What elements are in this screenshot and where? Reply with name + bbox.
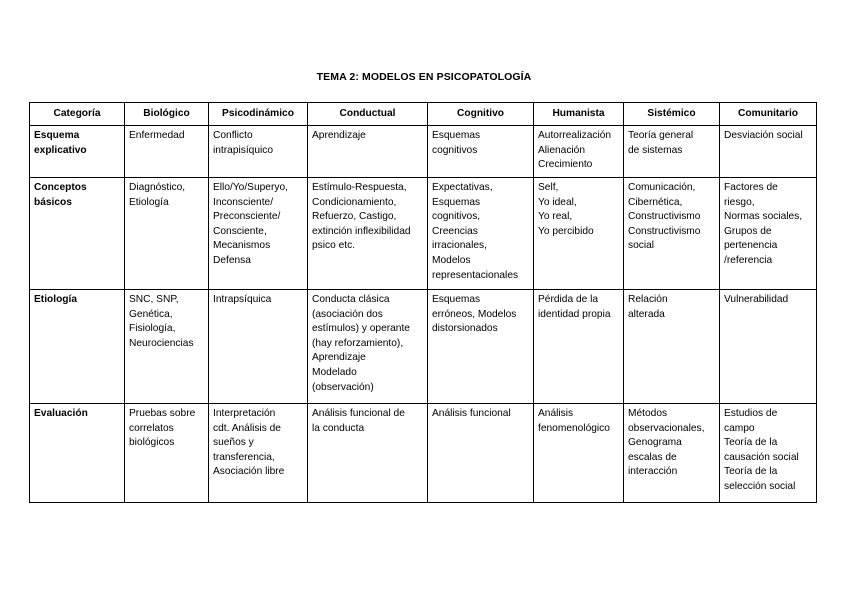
cell-text: Esquemas cognitivos (432, 130, 481, 156)
row-label (30, 178, 125, 290)
header-sistemico: Sistémico (624, 103, 720, 126)
cell-text: Conflicto intrapisíquico (213, 130, 274, 156)
cell-text: Pruebas sobre correlatos biológicos (129, 408, 196, 449)
cell-text: Self, Yo ideal, Yo real, Yo percibido (538, 182, 594, 237)
header-psicodinamico: Psicodinámico (209, 103, 308, 126)
table-cell (720, 404, 817, 503)
table-cell (428, 126, 534, 178)
row-label-text: Evaluación (34, 408, 88, 419)
row-label (30, 126, 125, 178)
header-biologico: Biológico (125, 103, 209, 126)
table-cell (428, 290, 534, 404)
header-comunitario: Comunitario (720, 103, 817, 126)
cell-text: Relación alterada (628, 294, 668, 320)
cell-text: Análisis fenomenológico (538, 408, 610, 434)
row-label (30, 290, 125, 404)
header-row (30, 103, 817, 126)
table-cell (209, 178, 308, 290)
table-cell (308, 404, 428, 503)
header-categoria: Categoría (30, 103, 125, 126)
row-label-text: Conceptos básicos (34, 182, 87, 208)
cell-text: Ello/Yo/Superyo, Inconsciente/ Preconsciente/ Consciente, Mecanismos Defensa (213, 182, 288, 266)
cell-text: Conducta clásica (asociación dos estímulos) y operante (hay reforzamiento), Aprendizaje Modelado (observación) (312, 294, 410, 393)
cell-text: SNC, SNP, Genética, Fisiología, Neurociencias (129, 294, 194, 349)
table-row-etiologia (30, 290, 817, 404)
table-cell (720, 290, 817, 404)
table-cell (308, 178, 428, 290)
table-cell (534, 290, 624, 404)
table-cell (534, 178, 624, 290)
table-cell (428, 178, 534, 290)
header-cognitivo: Cognitivo (428, 103, 534, 126)
cell-text: Estudios de campo Teoría de la causación social Teoría de la selección social (724, 408, 799, 492)
cell-text: Desviación social (724, 130, 803, 141)
table-row-esquema (30, 126, 817, 178)
table-row-evaluacion (30, 404, 817, 503)
table-cell (125, 290, 209, 404)
cell-text: Métodos observacionales, Genograma escalas de interacción (628, 408, 705, 478)
table-cell (720, 126, 817, 178)
table-cell (534, 126, 624, 178)
cell-text: Esquemas erróneos, Modelos distorsionados (432, 294, 517, 335)
table-cell (720, 178, 817, 290)
table-cell (624, 126, 720, 178)
table-cell (624, 404, 720, 503)
table-cell (428, 404, 534, 503)
cell-text: Expectativas, Esquemas cognitivos, Creencias irracionales, Modelos representacionales (432, 182, 519, 281)
cell-text: Teoría general de sistemas (628, 130, 694, 156)
table-cell (209, 126, 308, 178)
cell-text: Análisis funcional (432, 408, 511, 419)
row-label-text: Etiología (34, 294, 78, 305)
cell-text: Comunicación, Cibernética, Constructivismo Constructivismo social (628, 182, 701, 252)
table-cell (209, 404, 308, 503)
row-label (30, 404, 125, 503)
table-row-conceptos (30, 178, 817, 290)
cell-text: Estímulo-Respuesta, Condicionamiento, Refuerzo, Castigo, extinción inflexibilidad psico etc. (312, 182, 411, 252)
models-table (29, 102, 817, 503)
cell-text: Factores de riesgo, Normas sociales, Grupos de pertenencia /referencia (724, 182, 803, 266)
cell-text: Vulnerabilidad (724, 294, 789, 305)
table-cell (308, 126, 428, 178)
table-cell (624, 178, 720, 290)
cell-text: Enfermedad (129, 130, 185, 141)
table-cell (125, 178, 209, 290)
header-humanista: Humanista (534, 103, 624, 126)
table-cell (125, 126, 209, 178)
table-cell (624, 290, 720, 404)
cell-text: Intrapsíquica (213, 294, 272, 305)
table-cell (125, 404, 209, 503)
table-cell (308, 290, 428, 404)
cell-text: Aprendizaje (312, 130, 366, 141)
cell-text: Pérdida de la identidad propia (538, 294, 611, 320)
table-cell (209, 290, 308, 404)
cell-text: Análisis funcional de la conducta (312, 408, 405, 434)
cell-text: Autorrealización Alienación Crecimiento (538, 130, 612, 171)
header-conductual: Conductual (308, 103, 428, 126)
table-cell (534, 404, 624, 503)
cell-text: Diagnóstico, Etiología (129, 182, 186, 208)
row-label-text: Esquema explicativo (34, 130, 87, 156)
cell-text: Interpretación cdt. Análisis de sueños y transferencia, Asociación libre (213, 408, 285, 478)
page-title: TEMA 2: MODELOS EN PSICOPATOLOGÍA (316, 71, 532, 83)
